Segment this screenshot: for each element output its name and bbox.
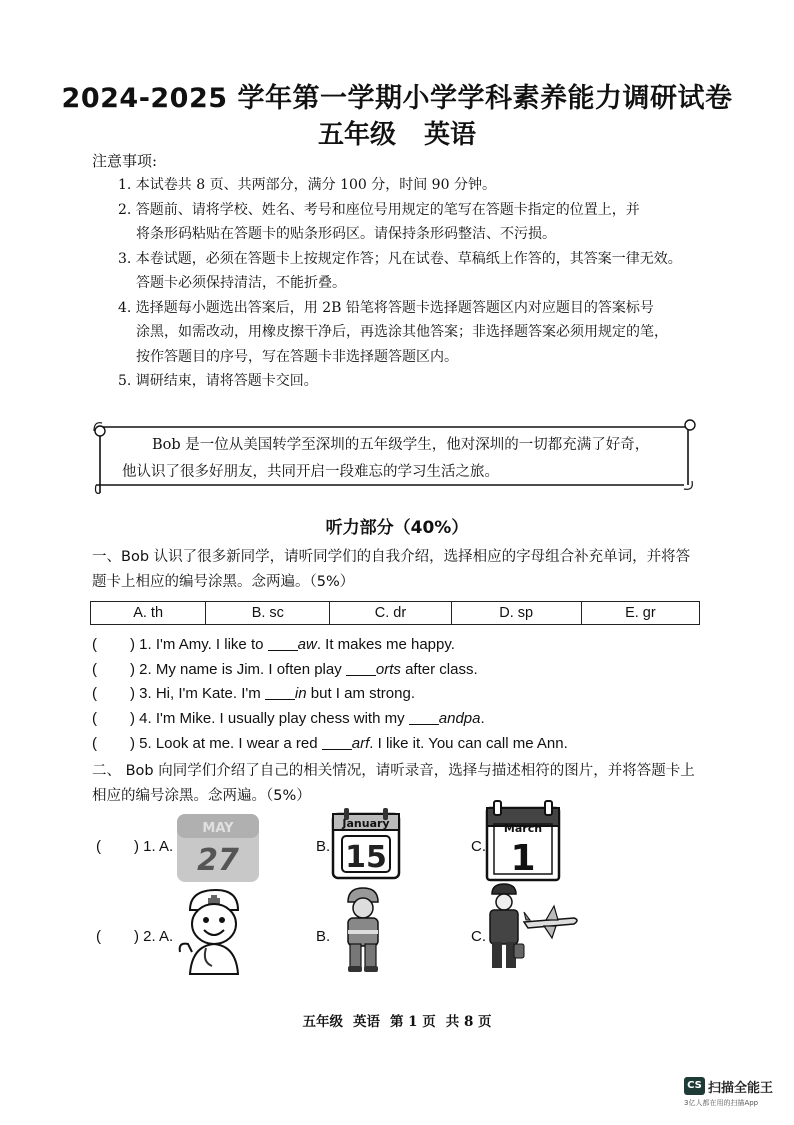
- question-item: ( ) 1. I'm Amy. I like to aw. It makes me happy.: [92, 636, 455, 653]
- exam-subtitle: [0, 114, 794, 151]
- note-item: 3. 本卷试题，必须在答题卡上按规定作答；凡在试卷、草稿纸上作答的，其答案一律无效。: [118, 250, 682, 267]
- option-cell: B. sc: [206, 602, 330, 625]
- calendar-day: 15: [345, 840, 387, 875]
- note-item-continued: 答题卡必须保持清洁，不能折叠。: [136, 275, 346, 291]
- intro-line: 二、 Bob 向同学们介绍了自己的相关情况，请听录音，选择与描述相符的图片，并将答题卡上: [92, 763, 695, 779]
- pilot-with-plane-icon[interactable]: [484, 882, 580, 974]
- picture-question-2: ( ) 2. A.: [96, 928, 174, 945]
- answer-blank[interactable]: [268, 636, 298, 651]
- story-scroll-banner: [92, 419, 696, 493]
- listening-section-title: 听力部分（40%）: [325, 518, 469, 538]
- intro-line: 相应的编号涂黑。念两遍。（5%）: [92, 788, 311, 804]
- option-cell: D. sp: [451, 602, 581, 625]
- question-item: ( ) 3. Hi, I'm Kate. I'm in but I am strong.: [92, 685, 415, 702]
- story-text: [122, 432, 682, 486]
- cs-logo-icon: CS: [684, 1077, 705, 1095]
- question-item: ( ) 5. Look at me. I wear a red arf. I like it. You can call me Ann.: [92, 735, 568, 752]
- calendar-day: 27: [197, 843, 239, 878]
- option-b-label: B.: [316, 838, 331, 855]
- calendar-day: 1: [510, 838, 536, 879]
- intro-line: 题卡上相应的编号涂黑。念两遍。（5%）: [92, 574, 355, 590]
- option-cell: E. gr: [581, 602, 699, 625]
- calendar-month: MAY: [202, 821, 234, 836]
- option-c-label: C.: [471, 928, 486, 945]
- doctor-icon[interactable]: [176, 886, 252, 976]
- subject-label: 英语: [424, 120, 477, 150]
- question-item: ( ) 4. I'm Mike. I usually play chess with my andpa.: [92, 710, 485, 727]
- notes-list: [118, 173, 708, 394]
- option-c-label: C.: [471, 838, 486, 855]
- letter-options-table: [90, 601, 700, 625]
- page-footer: 五年级 英语 第 1 页 共 8 页: [302, 1014, 492, 1030]
- answer-blank[interactable]: [265, 685, 295, 700]
- question-item: ( ) 2. My name is Jim. I often play orts after class.: [92, 661, 478, 678]
- option-cell: A. th: [91, 602, 206, 625]
- question-1-intro: [92, 545, 702, 595]
- grade-label: 五年级: [317, 120, 396, 150]
- note-item-continued: 将条形码粘贴在答题卡的贴条形码区。请保持条形码整洁、不污损。: [136, 226, 556, 242]
- calendar-month: March: [503, 822, 543, 835]
- story-line: Bob 是一位从美国转学至深圳的五年级学生，他对深圳的一切都充满了好奇，: [152, 437, 650, 453]
- watermark-subtitle: 3亿人都在用的扫描App: [684, 1099, 759, 1107]
- calendar-may-icon[interactable]: [175, 810, 261, 884]
- note-item: 2. 答题前、请将学校、姓名、考号和座位号用规定的笔写在答题卡指定的位置上，并: [118, 201, 640, 218]
- calendar-march-icon[interactable]: [484, 800, 562, 884]
- exam-title: 2024-2025 学年第一学期小学学科素养能力调研试卷: [61, 83, 733, 114]
- story-line: 他认识了很多好朋友，共同开启一段难忘的学习生活之旅。: [122, 464, 499, 480]
- calendar-month: January: [342, 817, 390, 830]
- option-b-label: B.: [316, 928, 331, 945]
- answer-blank[interactable]: [409, 710, 439, 725]
- note-item: 4. 选择题每小题选出答案后，用 2B 铅笔将答题卡选择题答题区内对应题目的答案标号: [118, 299, 654, 316]
- intro-line: 一、Bob 认识了很多新同学，请听同学们的自我介绍，选择相应的字母组合补充单词，并将答: [92, 549, 691, 565]
- note-item: 1. 本试卷共 8 页、共两部分，满分 100 分，时间 90 分钟。: [118, 177, 496, 193]
- answer-blank[interactable]: [346, 661, 376, 676]
- note-item-continued: 按作答题目的序号，写在答题卡非选择题答题区内。: [136, 348, 458, 365]
- note-item: 5. 调研结束，请将答题卡交回。: [118, 373, 318, 389]
- question-2-intro: [92, 759, 702, 809]
- calendar-january-icon[interactable]: [330, 806, 402, 882]
- option-cell: C. dr: [330, 602, 451, 625]
- picture-question-1: ( ) 1. A.: [96, 838, 174, 855]
- watermark-name: 扫描全能王: [708, 1081, 774, 1096]
- notes-heading: 注意事项:: [92, 152, 158, 170]
- firefighter-icon[interactable]: [340, 886, 386, 974]
- answer-blank[interactable]: [322, 735, 352, 750]
- note-item-continued: 涂黑，如需改动，用橡皮擦干净后，再选涂其他答案；非选择题答案必须用规定的笔，: [136, 324, 668, 340]
